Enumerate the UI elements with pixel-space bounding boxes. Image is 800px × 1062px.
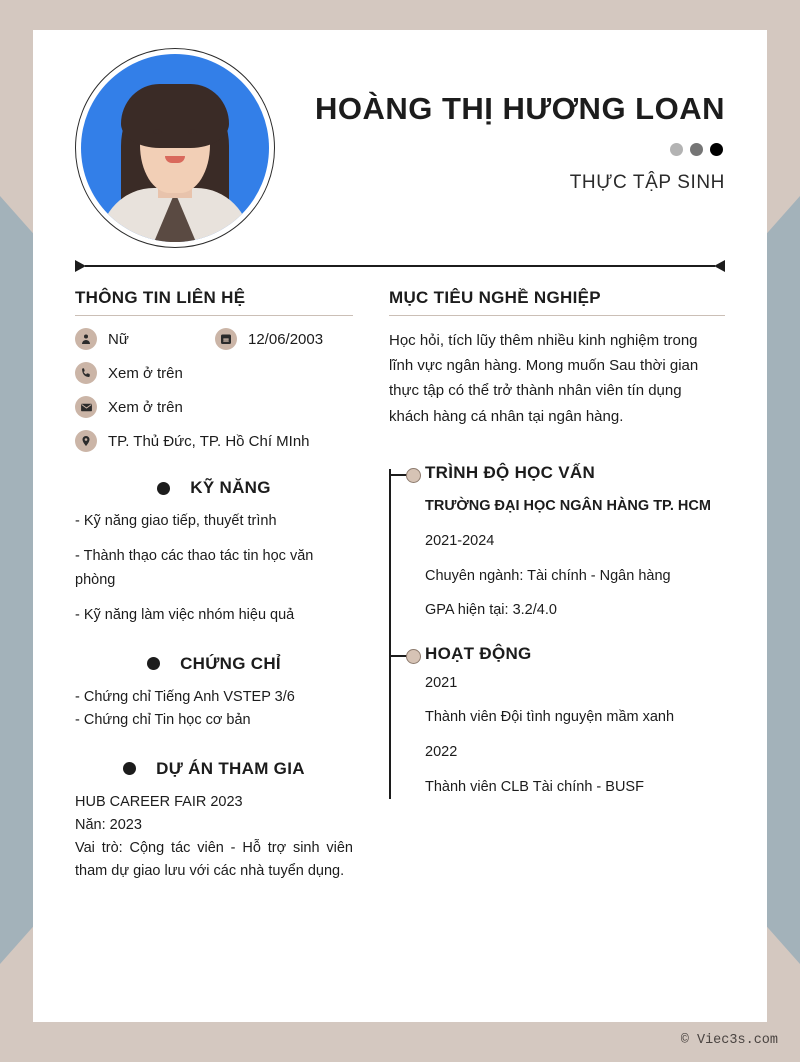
skills-heading	[75, 478, 353, 498]
right-decoration-shape	[766, 196, 800, 964]
objective-text: Học hỏi, tích lũy thêm nhiều kinh nghiệm trong lĩnh vực ngân hàng. Mong muốn Sau thời gian thực tập có thể trở thành nhân viên tín dụng khách hàng cá nhân tại ngân hàng.	[389, 332, 699, 425]
dot-light	[670, 143, 683, 156]
contact-gender-value: Nữ	[108, 330, 129, 348]
education-major: Chuyên ngành: Tài chính - Ngân hàng	[425, 567, 671, 584]
timeline-item-education	[425, 463, 725, 622]
portrait-photo	[81, 54, 269, 242]
right-column	[375, 288, 725, 884]
contact-email-value: Xem ở trên	[108, 398, 183, 416]
contact-gender	[75, 328, 215, 350]
contact-birthdate	[215, 328, 323, 350]
education-years: 2021-2024	[425, 532, 495, 549]
contact-heading: THÔNG TIN LIÊN HỆ	[75, 288, 353, 316]
contact-row	[75, 328, 353, 350]
arrow-right-icon	[714, 260, 725, 272]
portrait-mouth	[165, 156, 185, 163]
header-text-block	[275, 48, 725, 194]
activities-heading: HOẠT ĐỘNG	[425, 644, 532, 664]
certificates-heading	[75, 654, 353, 674]
left-decoration-shape	[0, 196, 34, 964]
objective-heading: MỤC TIÊU NGHỀ NGHIỆP	[389, 288, 725, 316]
avatar	[75, 48, 275, 248]
contact-phone	[75, 362, 183, 384]
content-columns	[33, 272, 767, 884]
bullet-dot-icon	[157, 482, 170, 495]
contact-row	[75, 396, 353, 418]
activity-year: 2021	[425, 674, 458, 691]
projects-heading	[75, 759, 353, 779]
contact-phone-value: Xem ở trên	[108, 364, 183, 382]
divider-bar	[85, 265, 715, 267]
contact-email	[75, 396, 183, 418]
timeline-spine	[389, 469, 391, 799]
bullet-dot-icon	[147, 657, 160, 670]
certificates-heading-label: CHỨNG CHỈ	[180, 653, 281, 673]
calendar-icon	[215, 328, 237, 350]
header-divider	[75, 260, 725, 272]
project-role: Vai trò: Cộng tác viên - Hỗ trợ sinh viên tham dự giao lưu với các nhà tuyển dụng.	[75, 840, 353, 880]
page-title: HOÀNG THỊ HƯƠNG LOAN	[314, 91, 725, 126]
contact-row	[75, 362, 353, 384]
activity-year: 2022	[425, 744, 458, 761]
education-heading: TRÌNH ĐỘ HỌC VẤN	[425, 462, 596, 482]
education-gpa: GPA hiện tại: 3.2/4.0	[425, 602, 557, 619]
job-title: THỰC TẬP SINH	[569, 172, 725, 194]
contact-row	[75, 430, 353, 452]
projects-heading-label: DỰ ÁN THAM GIA	[156, 758, 305, 778]
resume-card	[33, 30, 767, 1022]
location-pin-icon	[75, 430, 97, 452]
bullet-dot-icon	[123, 762, 136, 775]
certificate-item: - Chứng chỉ Tiếng Anh VSTEP 3/6	[75, 688, 295, 705]
portrait-hair-front	[121, 84, 229, 148]
dot-decoration	[309, 143, 725, 156]
person-icon	[75, 328, 97, 350]
dot-mid	[690, 143, 703, 156]
project-name: HUB CAREER FAIR 2023	[75, 793, 243, 810]
certificate-item: - Chứng chỉ Tin học cơ bản	[75, 712, 251, 729]
timeline-marker-icon	[406, 649, 421, 664]
skill-item: - Thành thạo các thao tác tin học văn phòng	[75, 548, 314, 588]
skills-heading-label: KỸ NĂNG	[190, 478, 271, 497]
timeline-marker-icon	[406, 468, 421, 483]
skill-item: - Kỹ năng làm việc nhóm hiệu quả	[75, 607, 295, 624]
timeline	[389, 463, 725, 799]
envelope-icon	[75, 396, 97, 418]
project-year: Năn: 2023	[75, 817, 142, 834]
dot-dark	[710, 143, 723, 156]
left-column	[75, 288, 375, 884]
skill-item: - Kỹ năng giao tiếp, thuyết trình	[75, 513, 277, 529]
activity-detail: Thành viên Đội tình nguyện mầm xanh	[425, 709, 675, 726]
contact-address	[75, 430, 310, 452]
timeline-item-activities	[425, 644, 725, 798]
contact-address-value: TP. Thủ Đức, TP. Hồ Chí MInh	[108, 432, 310, 450]
resume-header	[33, 30, 767, 252]
activity-detail: Thành viên CLB Tài chính - BUSF	[425, 778, 644, 795]
footer-watermark: © Viec3s.com	[680, 1033, 778, 1048]
phone-icon	[75, 362, 97, 384]
education-school: TRƯỜNG ĐẠI HỌC NGÂN HÀNG TP. HCM	[425, 498, 711, 515]
contact-birthdate-value: 12/06/2003	[248, 330, 324, 348]
